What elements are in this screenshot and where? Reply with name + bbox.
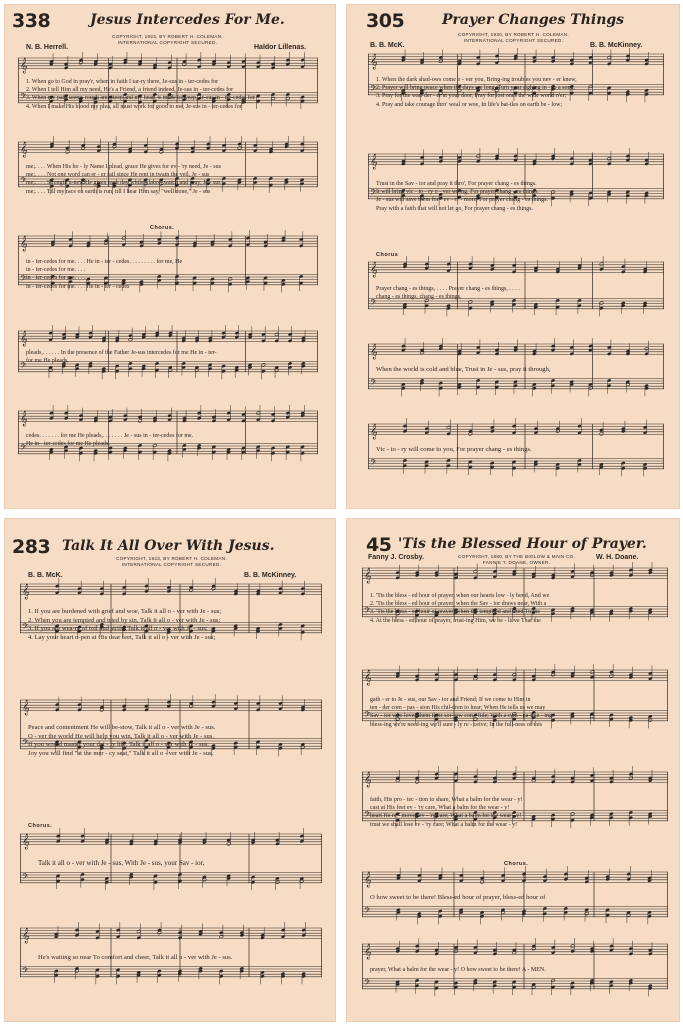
svg-text:𝄢: 𝄢 (370, 188, 377, 200)
composer: W. H. Doane. (596, 554, 639, 561)
svg-text:𝄢: 𝄢 (20, 274, 27, 286)
hymn-page-338 (4, 4, 336, 509)
copyright-notice: COPYRIGHT, 1930, BY ROBERT H. COLEMAN. INTERNATIONAL COPYRIGHT SECURED. (458, 32, 569, 43)
hymn-title: 'Tis the Blessed Hour of Prayer. (398, 536, 647, 552)
lyrics-block: Vic - to - ry will come to you, For prayer chang - es things. (376, 446, 532, 453)
author: B. B. McK. (28, 572, 63, 579)
svg-text:𝄢: 𝄢 (20, 176, 27, 188)
copyright-notice: COPYRIGHT, 1880, BY THE BIGLOW & MAIN CO. FANNIE T. DOANE, OWNER. (458, 554, 576, 565)
lyrics-block: in - ter-cedes for me. . . . He in - ter - cedes. . . . . . . . . for me, He in - ter-cedes for me. . . . in - ter-cedes for me. . . . in - ter-cedes for me. . . . He in - ter - cedes (26, 259, 183, 290)
svg-text:𝄢: 𝄢 (370, 298, 377, 310)
copyright-notice: COPYRIGHT, 1923, BY ROBERT H. COLEMAN. INTERNATIONAL COPYRIGHT SECURED. (116, 556, 227, 567)
composer: B. B. McKinney. (590, 42, 643, 49)
svg-text:𝄞: 𝄞 (370, 262, 378, 278)
chorus-label: Chorus (376, 252, 399, 258)
music-system (20, 926, 322, 1000)
svg-text:𝄞: 𝄞 (370, 54, 378, 70)
svg-text:𝄞: 𝄞 (22, 928, 30, 944)
lyrics-block: pleads,. . . . . . In the presence of the Father Je-sus intercedes for me He in - ter- for me He pleads, (26, 350, 217, 365)
hymn-title: Talk It All Over With Jesus. (62, 538, 275, 554)
svg-text:𝄢: 𝄢 (22, 622, 29, 634)
hymn-number: 283 (12, 536, 51, 558)
svg-text:𝄞: 𝄞 (370, 424, 378, 440)
svg-text:𝄢: 𝄢 (364, 606, 371, 618)
svg-text:𝄞: 𝄞 (22, 584, 30, 600)
svg-text:𝄞: 𝄞 (364, 670, 372, 686)
hymn-number: 45 (366, 534, 392, 556)
svg-text:𝄞: 𝄞 (364, 872, 372, 888)
lyrics-block: 1. When go to God in pray'r, when in faith I tar-ry there, Je-sus in - ter-cedes for 2. When I tell Him all my need, He's a Friend, a friend indeed, Je-sus in - ter-cedes for 3. When my path seems rough and steep and my heart is made to weep, Je-sus in - ter-cedes for 4. When I make His blood my plea, all must work for good to me, Je-sus in - ter-cedes for (26, 79, 255, 110)
author: Fanny J. Crosby. (368, 554, 424, 561)
svg-text:𝄢: 𝄢 (20, 361, 27, 373)
lyrics-block: 1. 'Tis the bless - ed hour of prayer, when our hearts low - ly bend, And we 2. 'Tis the bless - ed hour of prayer, when the Sav - ior draws near, With a 3. 'Tis the bless - ed hour of prayer, when the tempt-ed and tried To the 4. At the bless - ed hour of prayer, trust-ing Him, we be - lieve That the (370, 593, 550, 624)
svg-text:𝄢: 𝄢 (20, 92, 27, 104)
lyrics-block: O how sweet to be there! Bless-ed hour of prayer, bless-ed hour of (370, 894, 546, 901)
svg-text:𝄞: 𝄞 (364, 944, 372, 960)
hymn-page-45 (346, 518, 680, 1022)
lyrics-block: 1. When the dark shad-ows come o - ver you, Bring-ing troubles you nev - er knew, 2. Prayer will bring peace when the days are long, Turn your sighing in - to a song, 3. Pray for the wan-der - er at your door, Pray for lost ones the wide world o'er; 4. Pray and take courage thro' weal or woe, In life's bat-tles on earth be - low; (376, 77, 577, 108)
hymn-page-305 (346, 4, 680, 509)
music-system (20, 832, 322, 906)
lyrics-block: 1. If you are burdened with grief and woe, Talk it all o - ver with Je - sus; 2. When you are tempted and tried by sin, Talk it all o - ver with Je - sus; 3. If you are wea-ry of toil and strife, Talk it all o - ver with Je - sus; 4. Lay your heart o-pen at His dear feet, Talk it all o - ver with Je - sus; (28, 608, 222, 641)
lyrics-block: When the world is cold and blue, Trust in Je - sus, pray it through, (376, 366, 551, 373)
lyrics-block: faith, His pro - tec - tion to share, What a balm for the wear - y! cast at His feet ev - 'ry care, What a balm for the wear - y! heart He re - moves ev - 'ry care; What a balm for the wear - y! trust we shall lose ev - 'ry care; What a balm for the wear - y! (370, 797, 523, 828)
svg-text:𝄞: 𝄞 (364, 568, 372, 584)
svg-text:𝄞: 𝄞 (20, 411, 28, 427)
svg-text:𝄞: 𝄞 (20, 331, 28, 347)
svg-text:𝄢: 𝄢 (370, 378, 377, 390)
svg-text:𝄢: 𝄢 (370, 458, 377, 470)
svg-text:𝄞: 𝄞 (22, 834, 30, 850)
hymn-number: 305 (366, 10, 405, 32)
composer: Haldor Lillenas. (254, 44, 307, 51)
lyrics-block: gath - er to Je - sus, our Sav - ior and Friend; If we come to Him in ten - der com - pas - sion His chil-dren to hear; When He tells us we may Sav - ior who loves them their sor-row con - fide; With a sym - pa-thiz - ing bless-ing we're need-ing we'll sure - ly re - ceive; In the full-ness of this (370, 697, 552, 728)
lyrics-block: He's waiting so near To comfort and cheer, Talk it all o - ver with Je - sus. (38, 954, 233, 961)
lyrics-block: prayer, What a balm for the wear - y! O how sweet to be there! A - MEN. (370, 967, 546, 973)
music-system (368, 342, 664, 408)
author: B. B. McK. (370, 42, 405, 49)
composer: B. B. McKinney. (244, 572, 297, 579)
svg-text:𝄞: 𝄞 (22, 700, 30, 716)
svg-text:𝄢: 𝄢 (22, 872, 29, 884)
lyrics-block: cedes. . . . . . . for me He pleads,. . . . . . . Je - sus in - ter-cedes for me. He in - ter-cedes for me He pleads. (26, 433, 194, 448)
lyrics-block: Peace and contentment He will be-stow, Talk it all o - ver with Je - sus. O - ver the world He will help you win, Talk it all o - ver with Je - sus. If you would master your dai - ly life, Talk it all o - ver with Je - sus. Joy you will find "at the mer - cy seat," Talk it all o - ver with Je - sus. (28, 724, 216, 757)
svg-text:𝄢: 𝄢 (364, 710, 371, 722)
lyrics-block: Trust in the Sav - ior and pray it thro', For prayer chang - es things. It will bring vic - to - ry o - ver wrong, For prayer chang - es things. Je - sus will save them for - ev - er - more, For prayer chang - es things. Pray with a faith that will not let go, For prayer chang - es things. (376, 181, 548, 212)
svg-text:𝄢: 𝄢 (364, 978, 371, 990)
svg-text:𝄢: 𝄢 (20, 443, 27, 455)
svg-text:𝄢: 𝄢 (22, 966, 29, 978)
svg-text:𝄞: 𝄞 (20, 142, 28, 158)
chorus-label: Chorus. (504, 861, 529, 867)
svg-text:𝄞: 𝄞 (370, 344, 378, 360)
hymn-number: 338 (12, 10, 51, 32)
svg-text:𝄞: 𝄞 (20, 58, 28, 74)
svg-text:𝄢: 𝄢 (22, 738, 29, 750)
svg-text:𝄞: 𝄞 (364, 772, 372, 788)
lyrics-block: Talk it all o - ver with Je - sus, With Je - sus, your Sav - ior, (38, 859, 205, 867)
copyright-notice: COPYRIGHT, 1923, BY ROBERT H. COLEMAN. INTERNATIONAL COPYRIGHT SECURED. (112, 34, 223, 45)
hymn-page-283 (4, 518, 336, 1022)
svg-text:𝄢: 𝄢 (364, 810, 371, 822)
chorus-label: Chorus. (150, 225, 175, 231)
svg-text:𝄢: 𝄢 (370, 84, 377, 96)
svg-text:𝄢: 𝄢 (364, 906, 371, 918)
lyrics-block: Prayer chang - es things, . . . . Prayer chang - es things, . . . . chang - es things, chang - es things, (376, 286, 520, 301)
svg-text:𝄞: 𝄞 (20, 236, 28, 252)
hymn-title: Prayer Changes Things (442, 12, 625, 28)
music-system (368, 422, 664, 488)
svg-text:𝄞: 𝄞 (370, 154, 378, 170)
hymn-title: Jesus Intercedes For Me. (90, 12, 285, 28)
lyrics-block: me;. . . . When His ho - ly Name I plead, grace He gives for ev - 'ry need, Je - sus me;. . . . Not one word can er - er fail since He rent in twain the veil, Je - sus me;. . . . Strength a-new He gives each day while I labor, watch and pray, Je - sus me;. . . . Till my race on earth is run, till I hear Him say, "well done," Je - sus (26, 164, 221, 195)
author: N. B. Herrell. (26, 44, 69, 51)
chorus-label: Chorus. (28, 823, 53, 829)
